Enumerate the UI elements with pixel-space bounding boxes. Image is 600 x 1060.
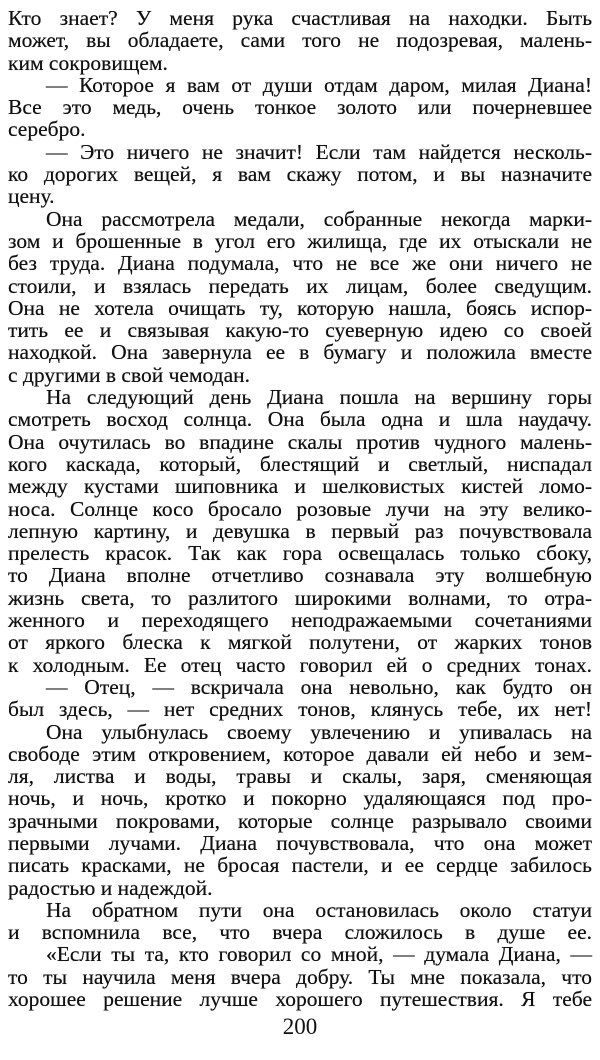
text-line: может, вы обладаете, сами того не подозревая, малень- bbox=[8, 28, 592, 53]
text-line: На следующий день Диана пошла на вершину горы bbox=[46, 385, 592, 410]
text-line: зом и брошенные в угол его жилища, где их отыскали не bbox=[8, 228, 592, 253]
text-line: носа. Солнце косо бросало розовые лучи на эту велико- bbox=[8, 496, 592, 521]
text-line: то Диана вполне отчетливо сознавала эту волшебную bbox=[8, 563, 592, 588]
text-line: первыми лучами. Диана почувствовала, что она может bbox=[8, 830, 592, 855]
text-line: от яркого блеска к мягкой полутени, от жарких тонов bbox=[8, 630, 592, 655]
text-line: находкой. Она завернула ее в бумагу и положила вместе bbox=[8, 340, 592, 365]
text-line: На обратном пути она остановилась около статуи bbox=[46, 897, 592, 922]
text-line: женного и переходящего неподражаемыми сочетаниями bbox=[8, 608, 592, 633]
text-line: между кустами шиповника и шелковистых кистей ломо- bbox=[8, 474, 592, 499]
text-line: ким сокровищем. bbox=[8, 50, 168, 75]
text-line: хорошее решение лучше хорошего путешествия. Я тебе bbox=[8, 987, 592, 1012]
text-line: ко дорогих вещей, я вам скажу потом, и вы назначите bbox=[8, 162, 592, 187]
text-line: и вспомнила все, что вчера сложилось в душе ее. bbox=[8, 920, 592, 945]
text-line: прелесть красок. Так как гора освещалась только сбоку, bbox=[8, 541, 592, 566]
text-line: Все это медь, очень тонкое золото или почерневшее bbox=[8, 95, 592, 120]
text-line: писать красками, не бросая пастели, и ее сердце забилось bbox=[8, 853, 592, 878]
text-line: — Отец, — вскричала она невольно, как будто он bbox=[46, 674, 592, 699]
text-line: то ты научила меня вчера добру. Ты мне показала, что bbox=[8, 964, 592, 989]
text-line: с другими в свой чемодан. bbox=[8, 362, 251, 387]
text-line: радостью и надеждой. bbox=[8, 875, 213, 900]
book-page-text bbox=[8, 7, 592, 1010]
text-line: кого каскада, который, блестящий и светлый, ниспадал bbox=[8, 451, 592, 476]
text-line: Она рассмотрела медали, собранные некогда марки- bbox=[46, 206, 592, 231]
text-line: — Которое я вам от души отдам даром, милая Диана! bbox=[46, 72, 592, 97]
text-line: ля, листва и воды, травы и скалы, заря, сменяющая bbox=[8, 764, 592, 789]
text-line: смотреть восход солнца. Она была одна и шла наудачу. bbox=[8, 407, 592, 432]
text-line: зрачными покровами, которые солнце разрывало своими bbox=[8, 808, 592, 833]
text-line: без труда. Диана подумала, что не все же они ничего не bbox=[8, 251, 592, 276]
text-line: к холодным. Ее отец часто говорил ей о средних тонах. bbox=[8, 652, 592, 677]
text-line: Она очутилась во впадине скалы против чудного малень- bbox=[8, 429, 592, 454]
text-line: стоили, и взялась передать их лицам, более сведущим. bbox=[8, 273, 592, 298]
text-line: — Это ничего не значит! Если там найдется несколь- bbox=[46, 139, 592, 164]
text-line: ночь, и ночь, кротко и покорно удаляющаяся под про- bbox=[8, 786, 592, 811]
text-line: серебро. bbox=[8, 117, 86, 142]
text-line: Кто знает? У меня рука счастливая на находки. Быть bbox=[8, 6, 592, 30]
text-line: цену. bbox=[8, 184, 55, 209]
text-line: свободе этим откровением, которое давали ей небо и зем- bbox=[8, 741, 592, 766]
text-line: был здесь, — нет средних тонов, клянусь тебе, их нет! bbox=[8, 697, 592, 722]
page-number: 200 bbox=[282, 1014, 318, 1039]
text-line: Она улыбнулась своему увлечению и упивалась на bbox=[46, 719, 592, 744]
text-line: Она не хотела очищать ту, которую нашла, боясь испор- bbox=[8, 295, 592, 320]
text-line: тить ее и связывая какую-то суеверную идею со своей bbox=[8, 318, 592, 343]
text-line: «Если ты та, кто говорил со мной, — думала Диана, — bbox=[46, 942, 592, 967]
text-line: лепную картину, и девушка в первый раз почувствовала bbox=[8, 518, 592, 543]
text-line: жизнь света, то разлитого широкими волнами, то отра- bbox=[8, 585, 592, 610]
